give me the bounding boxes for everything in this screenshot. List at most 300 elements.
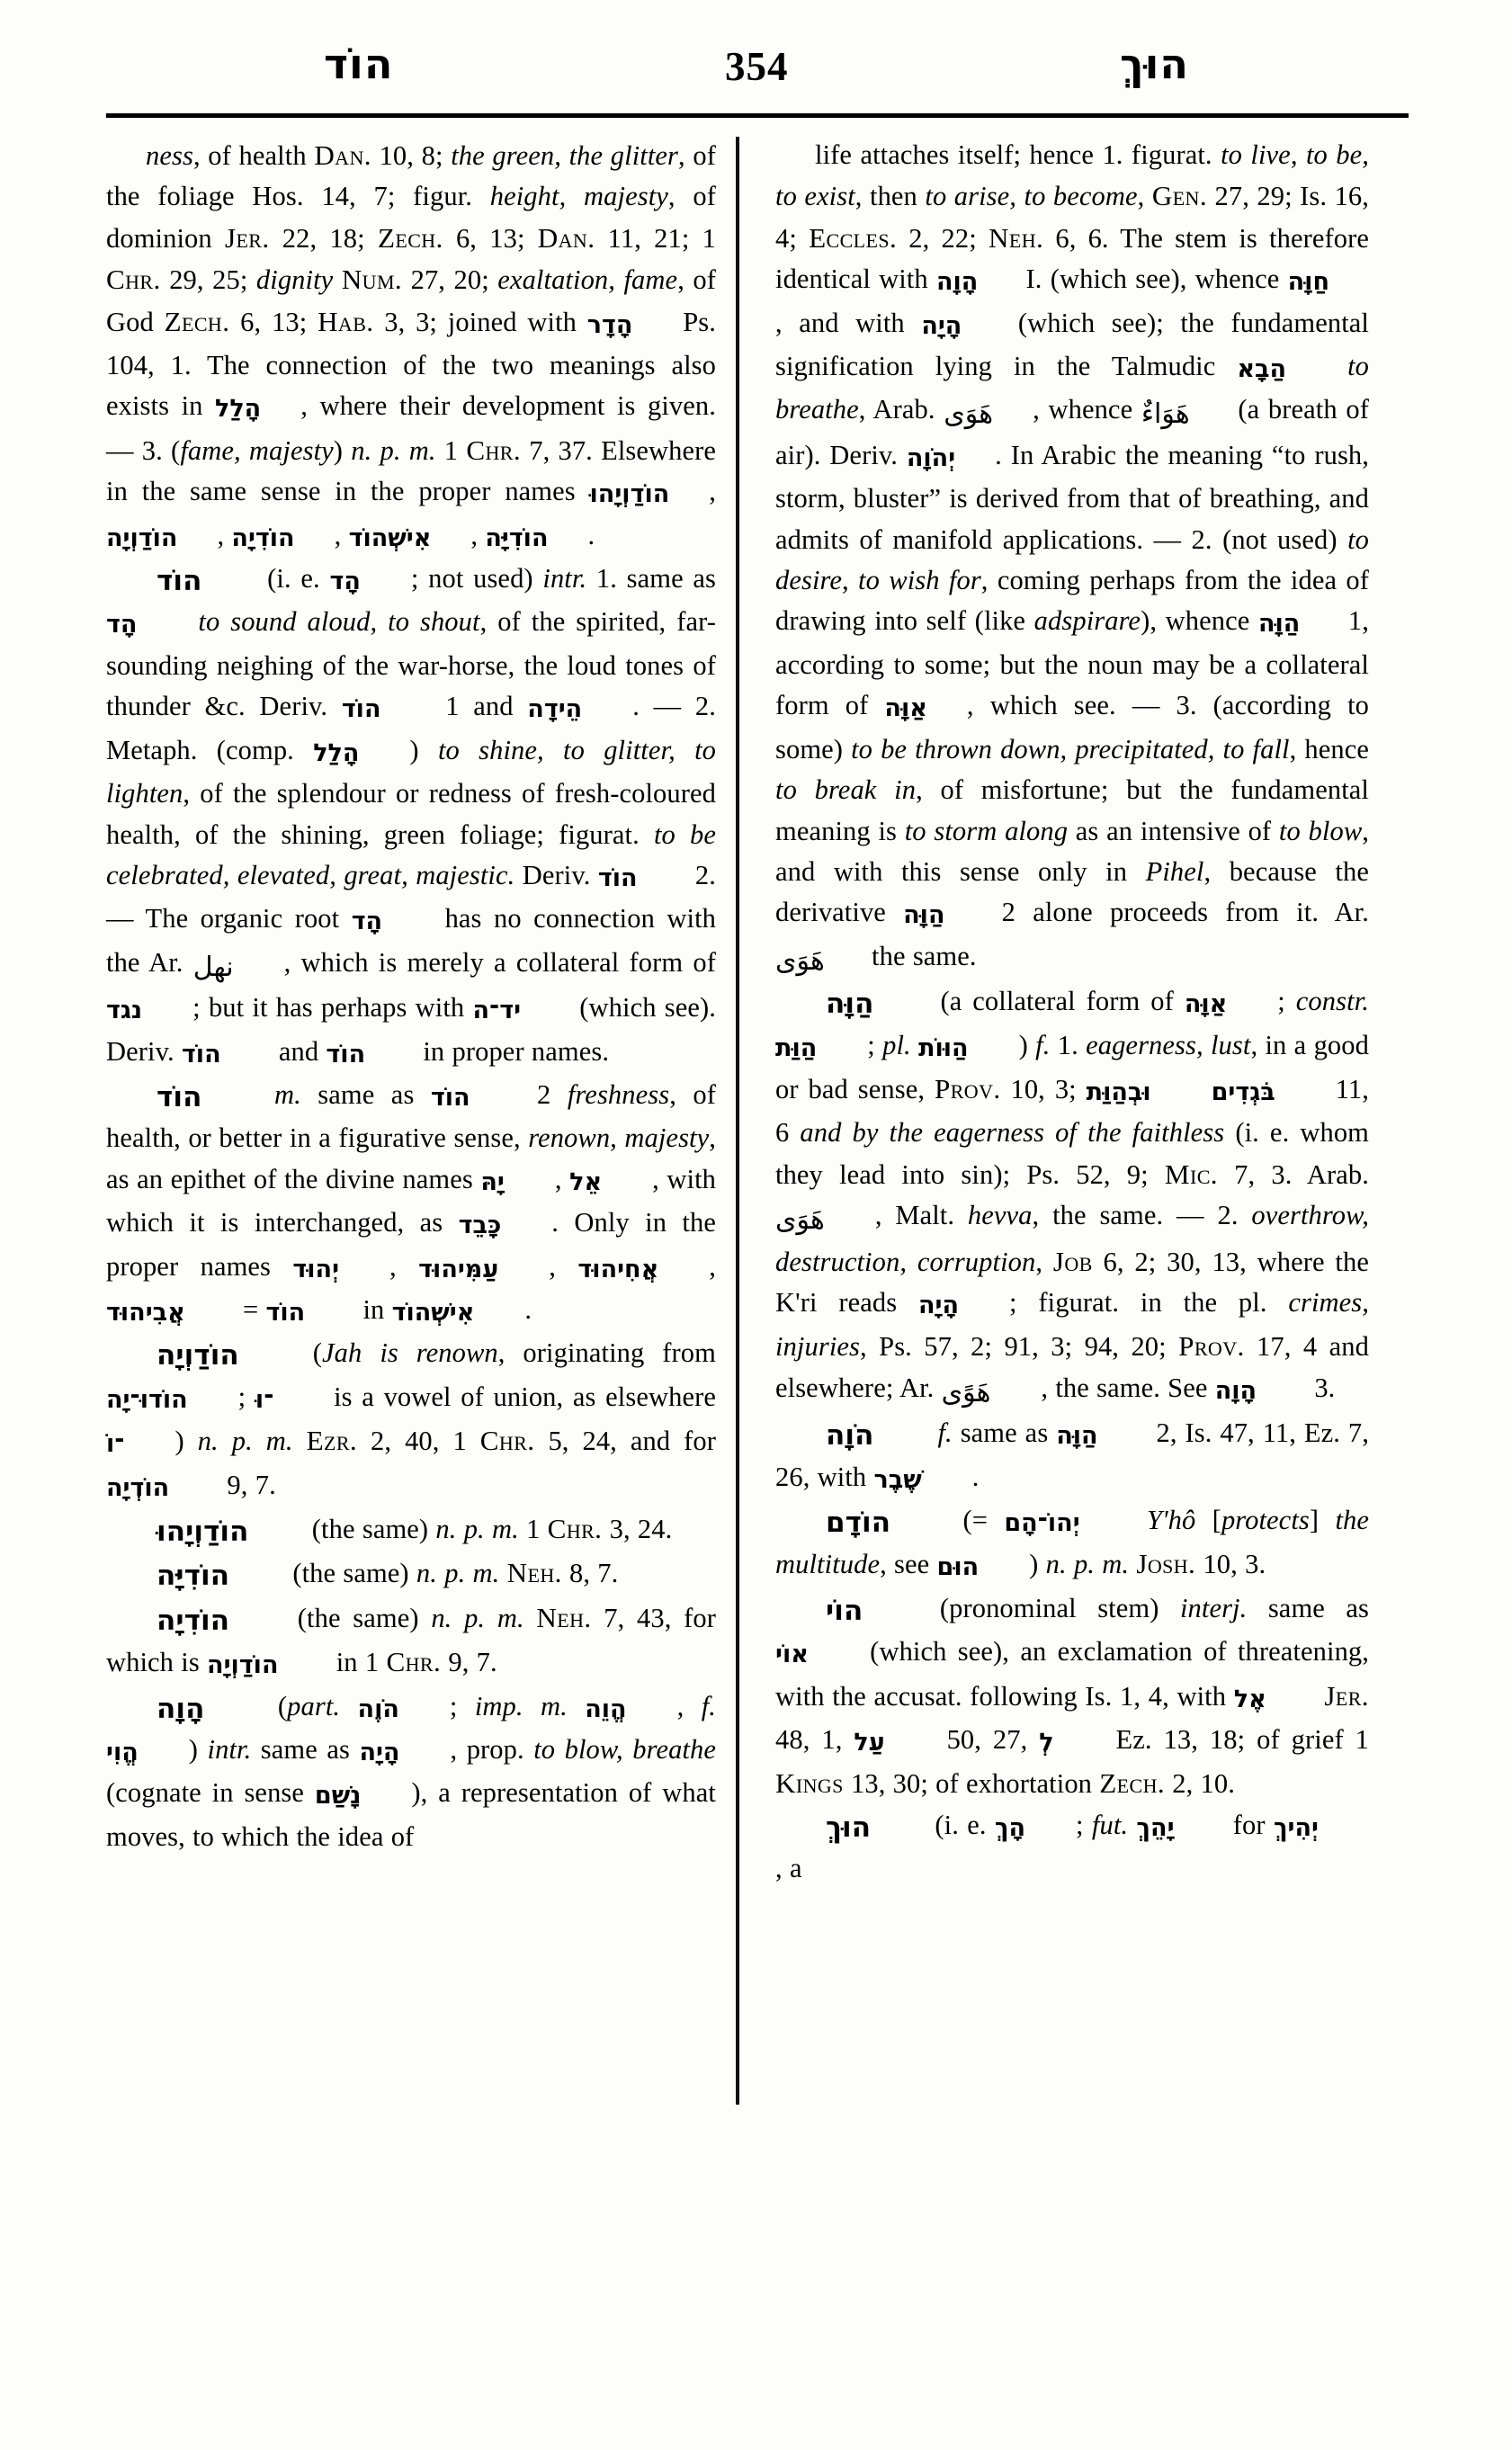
body-text: 11, 6 <box>775 1073 1369 1149</box>
hebrew-word: הוֹד <box>181 1040 221 1069</box>
italic-gloss: freshness <box>567 1078 670 1110</box>
body-text: 2. — The organic root <box>106 859 716 934</box>
hebrew-word: הָךְ <box>994 1813 1026 1842</box>
entry-headword: הוֹדַוְיָהוּ <box>157 1516 249 1548</box>
body-text: . <box>524 1293 532 1325</box>
body-text: ] <box>1309 1505 1336 1535</box>
body-text: 6, 13; <box>229 306 318 337</box>
body-text: 1 and <box>431 691 528 722</box>
italic-gloss: adspirare <box>1033 605 1141 637</box>
scripture-reference: Num. <box>341 264 403 296</box>
body-text: , whence <box>1033 394 1141 425</box>
entry-headword: הוֹדִיָה <box>157 1604 230 1637</box>
body-text <box>1131 1505 1147 1535</box>
scripture-reference: Jer. <box>224 221 270 254</box>
italic-gloss: fame, majesty <box>180 434 334 466</box>
body-text: same as <box>251 1734 360 1766</box>
body-text <box>1128 1810 1136 1840</box>
scripture-reference: Mic. <box>1164 1158 1218 1190</box>
body-text: . In Arabic the meaning “to rush, storm, bluster” is derived from that of breathing, and admits of manifold applications. — 2. (not used) <box>775 439 1369 555</box>
body-text: 1 <box>435 434 467 466</box>
italic-gloss: Jah is renown <box>322 1337 498 1369</box>
body-text: ) <box>409 734 438 765</box>
body-text: 2 alone proceeds from it. Ar. <box>984 897 1369 928</box>
body-text: as an intensive of <box>1068 815 1279 846</box>
body-text: , the same. — 2. <box>1032 1200 1252 1231</box>
body-text: (which see); the fundamental signification lying in the Talmudic <box>775 307 1369 382</box>
italic-gloss: f. <box>701 1690 716 1721</box>
hebrew-word: ־וּ <box>255 1385 274 1414</box>
hebrew-word: הוֹד <box>341 695 381 724</box>
hebrew-word: חַוָּה <box>1287 268 1329 297</box>
right-column <box>739 135 1369 1890</box>
italic-gloss: n. p. m. <box>1045 1549 1130 1580</box>
italic-gloss: to breathe <box>775 351 1370 425</box>
body-text: ), whence <box>1141 605 1258 637</box>
italic-gloss: to desire, to wish for <box>775 523 1369 596</box>
body-text: (i. e. <box>926 1809 995 1840</box>
body-text: ; but it has perhaps with <box>192 992 473 1024</box>
hebrew-word: יָהֵךְ <box>1136 1813 1175 1842</box>
entry-headword: הוֹד <box>157 1080 202 1113</box>
hebrew-word: הוֹד <box>326 1040 366 1069</box>
italic-gloss: constr. <box>1295 986 1369 1017</box>
hebrew-word: הוֹדַוְיָה <box>106 523 178 552</box>
body-text: (= <box>946 1505 1005 1535</box>
scripture-reference: Prov. <box>935 1072 1001 1104</box>
hebrew-word: כָּבֵד <box>458 1212 502 1240</box>
italic-gloss: imp. m. <box>474 1690 568 1721</box>
body-text: 8, 7. <box>561 1558 619 1589</box>
body-text: 29, 25; <box>160 264 256 296</box>
italic-gloss: the multitude <box>775 1505 1370 1580</box>
italic-gloss: interj. <box>1179 1592 1248 1623</box>
body-text: , a <box>775 1853 802 1884</box>
body-text: (the same) <box>285 1558 416 1589</box>
body-text: ( <box>260 1690 288 1721</box>
italic-gloss: fut. <box>1091 1809 1129 1840</box>
body-text: 6, 2; 30, 13, where the K'ri reads <box>775 1246 1369 1318</box>
body-text: (pronominal stem) <box>918 1592 1180 1623</box>
body-text: ) <box>188 1734 208 1766</box>
italic-gloss: to arise, to become <box>925 181 1138 212</box>
body-text: 10, 3; <box>1000 1073 1087 1104</box>
body-text: 7, 3. Arab. <box>1217 1158 1369 1190</box>
hebrew-word: יד־ה <box>472 997 522 1025</box>
body-text: same as <box>952 1417 1057 1449</box>
hebrew-word: הַבָא <box>1237 355 1287 384</box>
body-text: ) <box>174 1426 198 1457</box>
body-text: (which see). Deriv. <box>106 992 716 1067</box>
body-text: (a collateral form of <box>929 986 1185 1017</box>
body-text: , <box>554 1163 570 1194</box>
italic-gloss: n. p. m. <box>416 1558 500 1589</box>
entry-continuation <box>775 135 1369 981</box>
hebrew-word: אִישְׁהוֹד <box>348 523 432 552</box>
body-text <box>568 1691 585 1721</box>
body-text: for <box>1224 1809 1274 1840</box>
scripture-reference: Jer. <box>1324 1679 1369 1712</box>
dictionary-entry <box>775 1588 1369 1805</box>
scripture-reference: Eccles. <box>809 221 898 254</box>
dictionary-entry <box>106 1686 716 1858</box>
italic-gloss: Pihel <box>1145 855 1204 887</box>
hebrew-word: אֲבִיהוּד <box>106 1298 185 1327</box>
body-text: ; <box>1277 986 1296 1017</box>
body-text: . Only in the proper names <box>106 1207 716 1282</box>
hebrew-word: הֱוִי <box>106 1739 139 1767</box>
body-text: 9, 7. <box>441 1647 497 1678</box>
italic-gloss: eagerness, lust <box>1086 1029 1251 1060</box>
body-text: Deriv. <box>514 859 598 890</box>
body-text: . — 2. Metaph. (comp. <box>106 691 716 765</box>
hebrew-word: לְ <box>1039 1729 1054 1757</box>
body-text: ; figurat. in the pl. <box>1009 1286 1289 1318</box>
hebrew-word: עַמִּיהוּד <box>418 1255 499 1283</box>
entry-headword: הוֹדִיָּה <box>157 1560 230 1593</box>
hebrew-word: הָדָר <box>586 310 633 339</box>
scripture-reference: Zech. <box>377 221 443 254</box>
dictionary-entry <box>775 1805 1369 1890</box>
body-text <box>333 264 342 295</box>
body-text: ), a representation of what moves, to which the idea of <box>106 1777 716 1852</box>
italic-gloss: n. p. m. <box>351 434 436 466</box>
arabic-word: هَوَى <box>775 944 825 977</box>
body-text: 1, according to some; but the noun may be a collateral form of <box>775 605 1369 721</box>
body-text: , in a good or bad sense, <box>775 1029 1369 1104</box>
dictionary-entry <box>106 1597 716 1686</box>
body-text: , which see. — 3. (according to some) <box>775 690 1369 765</box>
body-text: 6, 13; <box>443 222 538 254</box>
body-text: , of God <box>106 264 717 337</box>
hebrew-word: הַוָּה <box>1257 610 1301 639</box>
italic-gloss: n. p. m. <box>435 1514 519 1544</box>
body-text: , <box>334 519 349 550</box>
body-text: . <box>971 1461 980 1492</box>
body-text: ; <box>449 1690 475 1721</box>
hebrew-word: הָד <box>329 568 361 596</box>
hebrew-word: הָיָה <box>921 311 962 340</box>
body-text: , originating from <box>497 1337 716 1369</box>
scripture-reference: Zech. <box>164 305 230 337</box>
body-text: is a vowel of union, as elsewhere <box>324 1381 716 1412</box>
body-text: Ez. 13, 18; of grief 1 <box>1104 1724 1369 1756</box>
body-text: , of the foliage Hos. 14, 7; figur. <box>106 140 716 212</box>
body-text: the same. <box>863 940 977 971</box>
hebrew-word: הוּם <box>936 1553 980 1582</box>
body-text: 10, 3. <box>1195 1549 1266 1580</box>
body-text: 2, Is. 47, 11, Ez. 7, 26, with <box>775 1417 1369 1492</box>
body-text: 3, 24. <box>602 1514 673 1544</box>
body-text <box>499 1558 506 1588</box>
hebrew-word: אֲחִיהוּד <box>577 1255 659 1283</box>
dictionary-entry <box>106 1075 716 1333</box>
scripture-reference: Chr. <box>466 434 522 466</box>
running-head-left-hebrew: הוֹד <box>324 40 394 88</box>
hebrew-word: הָיָה <box>917 1291 960 1319</box>
body-text: 27, 29; Is. 16, 4; <box>775 181 1369 254</box>
italic-gloss: intr. <box>542 563 587 595</box>
entry-headword: הוֹד <box>157 565 202 598</box>
italic-gloss: dignity <box>255 264 334 296</box>
body-text: Ps. 104, 1. The connection of the two meanings also exists in <box>106 306 716 422</box>
body-text <box>1326 351 1347 381</box>
body-text: , of the splendour or redness of fresh-coloured health, of the shining, green foliage; figurat. <box>106 778 716 850</box>
body-text: (the same) <box>304 1514 436 1544</box>
body-text: ; <box>867 1029 883 1060</box>
italic-gloss: to shine, to glitter, to lighten <box>106 734 716 809</box>
body-text: (the same) <box>285 1602 432 1633</box>
italic-gloss: n. p. m. <box>431 1602 524 1633</box>
body-text: , Arab. <box>858 394 944 425</box>
body-text: has no connection with the Ar. <box>106 903 716 978</box>
body-text: , hence <box>1289 733 1369 765</box>
hebrew-word: נגד <box>106 997 143 1025</box>
body-text: 3. <box>1307 1372 1336 1403</box>
scripture-reference: Gen. <box>1151 180 1208 212</box>
hebrew-word: אֶל <box>1233 1685 1266 1713</box>
body-text: ) <box>333 434 352 466</box>
entry-headword: הֹוָה <box>826 1419 874 1453</box>
body-text: 3, 3; joined with <box>373 306 587 337</box>
scripture-reference: Chr. <box>479 1425 535 1457</box>
italic-gloss: part. <box>287 1690 341 1721</box>
body-text <box>187 606 198 637</box>
arabic-word: هَوَى <box>775 1204 825 1237</box>
entry-headword: הוֹדָם <box>826 1507 891 1539</box>
body-text: 11, 21; 1 <box>595 222 717 254</box>
italic-gloss: hevva <box>967 1200 1033 1231</box>
body-text: , and with this sense only in <box>775 815 1370 887</box>
dictionary-entry <box>775 981 1369 1413</box>
italic-gloss: crimes, injuries <box>775 1286 1369 1363</box>
dictionary-entry <box>106 1508 716 1552</box>
entry-headword: הוּךְ <box>826 1811 872 1844</box>
hebrew-word: הוֹדַוְיָה <box>207 1651 279 1680</box>
body-text: , <box>470 519 486 550</box>
body-text: in proper names. <box>416 1035 610 1067</box>
scripture-reference: Hab. <box>318 305 374 337</box>
hebrew-word: יְהִיךְ <box>1273 1813 1319 1842</box>
hebrew-word: הָוָה <box>935 268 979 297</box>
body-text: in <box>355 1293 392 1325</box>
hebrew-word: שֶׁבֶר <box>873 1465 922 1494</box>
body-text: 17, 4 and elsewhere; Ar. <box>775 1331 1369 1403</box>
body-text: , then <box>854 181 926 212</box>
body-text: [ <box>1195 1505 1221 1535</box>
italic-gloss: f. <box>937 1417 953 1449</box>
body-text: , <box>1035 1246 1053 1277</box>
body-text <box>257 1079 273 1110</box>
scripture-reference: Chr. <box>547 1513 603 1544</box>
body-text: , <box>549 1250 578 1282</box>
body-text: 7, 43, for which is <box>106 1602 717 1678</box>
body-text: life attaches itself; hence 1. figurat. <box>815 139 1221 170</box>
hebrew-word: ־וֹ <box>106 1430 125 1459</box>
body-text <box>911 1030 918 1060</box>
italic-gloss: to be celebrated, elevated, great, majestic. <box>106 818 716 890</box>
hebrew-word: הָד <box>351 908 383 936</box>
hebrew-word: הֹוֶה <box>357 1694 399 1723</box>
hebrew-word: יְהֹוָה <box>906 443 956 472</box>
body-text: 1 <box>518 1514 548 1544</box>
hebrew-word: הוֹדַוְיָהוּ <box>589 480 670 509</box>
scripture-reference: Josh. <box>1136 1548 1196 1580</box>
scripture-reference: Dan. <box>314 139 371 171</box>
hebrew-word: יָהּ <box>480 1167 505 1196</box>
scripture-reference: Neh. <box>536 1601 592 1633</box>
body-text: 2, 22; <box>897 222 989 254</box>
hebrew-word: עַל <box>854 1729 885 1757</box>
italic-gloss: intr. <box>207 1734 252 1766</box>
scripture-reference: Chr. <box>386 1646 442 1678</box>
hebrew-word: אַוָּה <box>884 694 927 723</box>
hebrew-word: הוֹד <box>265 1298 306 1327</box>
hebrew-word: הָיָה <box>359 1739 400 1767</box>
body-text: (a breath of air). Deriv. <box>775 394 1369 470</box>
body-text: 22, 18; <box>269 222 378 254</box>
entry-headword: הָוָה <box>157 1692 205 1725</box>
body-text: , of health <box>192 140 315 171</box>
hebrew-word: וּבְהַוַּת <box>1086 1077 1151 1106</box>
body-text: , the same. See <box>1041 1372 1215 1403</box>
italic-gloss: renown, majesty <box>528 1122 710 1154</box>
entry-headword: הוֹי <box>826 1594 863 1627</box>
body-text: ; <box>1076 1809 1092 1840</box>
hebrew-word: יְהוּד <box>292 1255 340 1283</box>
body-text: , of dominion <box>106 181 716 254</box>
hebrew-word: הַוַּת <box>775 1033 818 1062</box>
body-text: 6, 6. The stem is therefore identical with <box>775 222 1369 295</box>
hebrew-word: הָוָה <box>1214 1376 1257 1405</box>
body-text: , <box>217 519 232 550</box>
body-text: 48, 1, <box>775 1724 854 1756</box>
hebrew-word: הוֹדִיָה <box>231 523 295 552</box>
scripture-reference: Neh. <box>506 1557 562 1589</box>
body-text: , Malt. <box>874 1200 968 1231</box>
body-text: 5, 24, and for <box>534 1426 717 1457</box>
italic-gloss: Y'hô <box>1146 1505 1196 1535</box>
italic-gloss: and by the eagerness of the faithless <box>800 1117 1225 1149</box>
body-text: (i. e. <box>257 563 330 595</box>
body-text: , with which it is interchanged, as <box>106 1163 716 1238</box>
hebrew-word: אֵל <box>569 1167 603 1196</box>
body-text: , and with <box>775 307 922 338</box>
arabic-word: هَوَاءٌ <box>1141 398 1190 431</box>
body-text: , of the spirited, far-sounding neighing of the war-horse, the loud tones of thunder &c. Deriv. <box>106 606 716 722</box>
body-text: (cognate in sense <box>106 1777 315 1809</box>
hebrew-word: נָשַׁם <box>314 1782 362 1811</box>
hebrew-word: אִישְׁהוֹד <box>391 1298 475 1327</box>
scripture-reference: Neh. <box>989 221 1044 254</box>
scripture-reference: Ezr. <box>306 1425 358 1457</box>
body-text: 27, 20; <box>402 264 498 296</box>
italic-gloss: height, majesty <box>489 181 668 212</box>
running-head <box>108 34 1403 99</box>
scripture-reference: Kings <box>775 1767 844 1800</box>
entry-continuation <box>106 135 716 559</box>
body-text: 2, 10. <box>1165 1768 1235 1800</box>
body-text: ) <box>1029 1549 1046 1580</box>
body-text: 10, 8; <box>371 140 452 171</box>
italic-gloss: to break in <box>775 774 917 806</box>
body-text: (which see), an exclamation of threatening, with the accusat. following Is. 1, 4, with <box>775 1636 1369 1712</box>
body-text: 50, 27, <box>935 1724 1040 1756</box>
italic-gloss: protects <box>1221 1505 1310 1535</box>
italic-gloss: to live, to be, to exist <box>775 139 1369 212</box>
hebrew-word: הָד <box>106 611 138 639</box>
body-text: , see <box>880 1549 937 1580</box>
italic-gloss: to storm along <box>904 815 1069 846</box>
header-rule <box>106 113 1409 118</box>
body-text: (i. e. whom they lead into sin); Ps. 52, 9; <box>775 1117 1369 1190</box>
hebrew-word: הוֹד <box>597 863 638 892</box>
dictionary-entry <box>106 1333 716 1508</box>
hebrew-word: הַוָּה <box>903 901 945 930</box>
scripture-reference: Dan. <box>537 221 595 254</box>
body-text: , prop. <box>450 1734 534 1766</box>
scripture-reference: Job <box>1052 1245 1093 1277</box>
body-text: , <box>1137 181 1152 212</box>
scripture-reference: Chr. <box>106 264 161 296</box>
running-head-right-hebrew: הוּךְ <box>1120 40 1189 88</box>
body-text: 2 <box>520 1078 568 1110</box>
italic-gloss: the green, the glitter <box>451 140 679 171</box>
hebrew-word: הָלַל <box>215 395 262 424</box>
dictionary-entry <box>106 1552 716 1596</box>
body-text: , <box>709 1250 717 1282</box>
scripture-reference: Zech. <box>1099 1767 1166 1800</box>
dictionary-entry <box>775 1500 1369 1588</box>
body-text: 1. same as <box>586 563 716 595</box>
body-text: , coming perhaps from the idea of drawing into self (like <box>775 565 1370 637</box>
body-text: ( <box>294 1337 323 1369</box>
body-text <box>293 1426 307 1456</box>
hebrew-word: אַוָּה <box>1184 990 1228 1019</box>
body-text: and <box>271 1035 327 1067</box>
body-text: , <box>709 476 716 507</box>
left-column <box>106 135 736 1857</box>
arabic-word: هَوًى <box>941 1376 991 1408</box>
body-text: ; <box>237 1381 255 1412</box>
arabic-word: نهل <box>192 951 234 983</box>
entry-headword: הַוָּה <box>826 988 874 1021</box>
body-text: 13, 30; of exhortation <box>843 1768 1100 1800</box>
body-text: , Ps. 57, 2; 91, 3; 94, 20; <box>860 1331 1179 1363</box>
body-text: ) <box>1018 1029 1036 1060</box>
body-columns <box>106 135 1409 2222</box>
italic-gloss: ness <box>146 140 193 171</box>
hebrew-word: הוֹדְיָה <box>106 1473 170 1502</box>
body-text: , of misfortune; but the fundamental meaning is <box>775 774 1369 846</box>
italic-gloss: overthrow, destruction, corruption <box>775 1200 1369 1277</box>
body-text: 1. <box>1050 1029 1087 1060</box>
body-text: 2, 40, 1 <box>357 1426 480 1457</box>
italic-gloss: to blow, breathe <box>533 1734 716 1766</box>
hebrew-word: הֱוֵה <box>585 1694 627 1723</box>
hebrew-word: הָלַל <box>313 738 360 767</box>
body-text <box>1202 1074 1212 1104</box>
body-text: , where their development is given. — 3. ( <box>106 390 716 466</box>
hebrew-word: אוֹי <box>775 1641 809 1669</box>
body-text: , as an epithet of the divine names <box>106 1122 716 1194</box>
hebrew-word: הַוָּה <box>1056 1422 1098 1451</box>
dictionary-entry <box>775 1413 1369 1500</box>
italic-gloss: pl. <box>882 1029 911 1060</box>
italic-gloss: n. p. m. <box>197 1426 293 1457</box>
body-text <box>524 1603 537 1633</box>
scripture-reference: Prov. <box>1178 1330 1245 1363</box>
